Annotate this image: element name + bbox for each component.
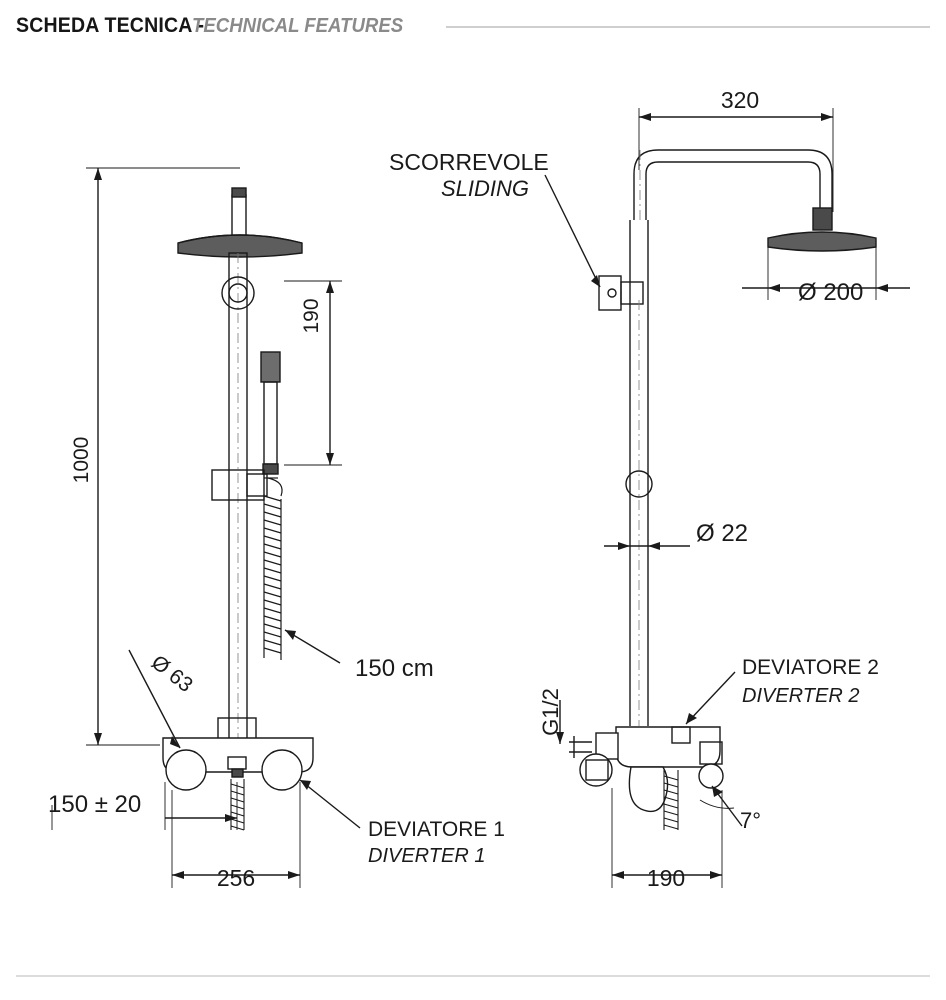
dim-320: [639, 108, 833, 212]
dim-256-label: 256: [216, 865, 256, 891]
dim-190-side-label: 190: [646, 865, 686, 891]
dim-d63-label: Ø 63: [146, 650, 197, 697]
side-view-group: [389, 87, 910, 891]
dim-angle-7: [700, 786, 742, 826]
dim-1000-label: 1000: [70, 436, 93, 484]
hose-length-label: 150 cm: [355, 655, 434, 682]
dim-320-label: 320: [720, 87, 760, 113]
slider-bracket-front: [212, 470, 267, 500]
leader-150cm: [285, 630, 340, 663]
deviatore1-label-en: DIVERTER 1: [368, 845, 486, 867]
shower-head-side: [768, 208, 876, 251]
page-title: SCHEDA TECNICA -: [16, 14, 205, 37]
dim-d22: [604, 542, 690, 550]
leader-deviatore2: [686, 672, 735, 724]
outlet-front: [231, 779, 244, 830]
angle-7-label: 7°: [740, 808, 762, 833]
leader-deviatore1: [300, 780, 360, 828]
hose-front: [263, 478, 282, 660]
shower-head-front: [178, 188, 302, 257]
shower-arm-side: [634, 150, 832, 220]
slide-bar-side: [626, 220, 652, 726]
page-subtitle: TECHNICAL FEATURES: [192, 15, 404, 37]
deviatore2-label-it: DEVIATORE 2: [742, 656, 879, 679]
mixer-body-side: [580, 727, 723, 811]
scorrevole-label-it: SCORREVOLE: [389, 149, 549, 175]
dim-190-front-label: 190: [300, 298, 323, 334]
dim-150pm20-label: 150 ± 20: [48, 791, 142, 818]
dim-d22-label: Ø 22: [696, 520, 749, 547]
hand-shower-front: [261, 352, 280, 474]
scorrevole-label-en: SLIDING: [441, 176, 530, 201]
g12-label: G1/2: [538, 688, 563, 736]
dim-d200-label: Ø 200: [798, 279, 864, 306]
sliding-bracket-side: [599, 276, 643, 310]
deviatore1-label-it: DEVIATORE 1: [368, 818, 505, 841]
leader-scorrevole: [545, 175, 600, 287]
deviatore2-label-en: DIVERTER 2: [742, 685, 860, 707]
front-view-group: [48, 168, 505, 891]
